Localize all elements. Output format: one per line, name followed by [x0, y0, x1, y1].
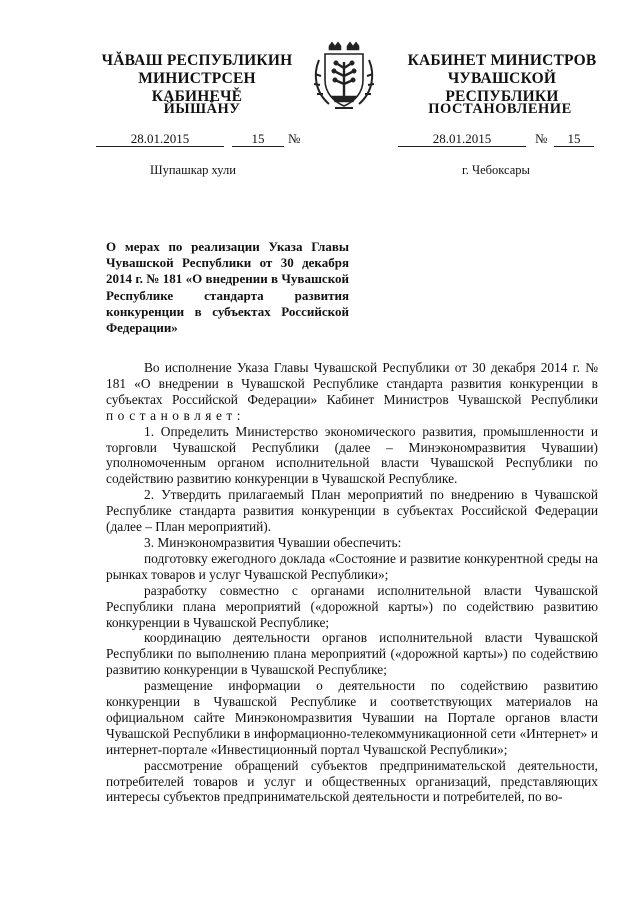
header-left-line1: ЧĂВАШ РЕСПУБЛИКИН [101, 52, 293, 69]
preamble-text: Во исполнение Указа Главы Чувашской Республики от 30 декабря 2014 г. № 181 «О внедрении в Чувашской Республике стандарта развития конкуренции в субъектах Российской Федерации» Кабинет Министров Чувашской Республики [106, 360, 598, 407]
coat-of-arms-emblem [305, 40, 383, 115]
left-number-sign: № [288, 131, 301, 146]
paragraph-2: 2. Утвердить прилагаемый План мероприятий по внедрению в Чувашской Республике стандарта развития конкуренции в субъектах Российской Федерации (далее – План мероприятий). [106, 487, 598, 535]
right-date-number-line [398, 131, 598, 147]
right-date: 28.01.2015 [398, 131, 526, 147]
right-place: г. Чебоксары [462, 163, 530, 177]
paragraph-1: 1. Определить Министерство экономического развития, промышленности и торговли Чувашской Республики (далее – Минэкономразвития Чувашии) уполномоченным органом исполнительной власти Чувашской Республики по содействию развитию конкуренции в Чувашской Республике. [106, 423, 598, 487]
paragraph-preamble [106, 360, 598, 424]
header-right-org [392, 52, 612, 106]
left-number: 15 [232, 131, 284, 147]
left-date-number-line [96, 131, 311, 147]
paragraph-3-item-report: подготовку ежегодного доклада «Состояние и развитие конкурентной среды на рынках товаров и услуг Чувашской Республики»; [106, 550, 598, 582]
right-number: 15 [554, 131, 594, 147]
right-number-sign: № [535, 131, 548, 146]
document-title: О мерах по реализации Указа Главы Чувашской Республики от 30 декабря 2014 г. № 181 «О внедрении в Чувашской Республике стандарта развития конкуренции в субъектах Российской Федерации» [106, 239, 349, 336]
paragraph-3-item-coordination: координацию деятельности органов исполнительной власти Чувашской Республики по выполнению плана мероприятий («дорожной карты») по содействию развитию конкуренции в Чувашской Республике; [106, 630, 598, 678]
paragraph-3-item-appeals: рассмотрение обращений субъектов предпринимательской деятельности, потребителей товаров и услуг и общественных организаций, представляющих интересы субъектов предпринимательской деятельности и потребителей, по во- [106, 757, 598, 805]
header-right-line2: ЧУВАШСКОЙ РЕСПУБЛИКИ [445, 70, 559, 105]
document-body [106, 360, 598, 805]
paragraph-3-item-roadmap: разработку совместно с органами исполнительной власти Чувашской Республики плана мероприятий («дорожной карты») по содействию развитию конкуренции в Чувашской Республике; [106, 582, 598, 630]
right-doc-type: ПОСТАНОВЛЕНИЕ [428, 101, 572, 117]
header-left-line2: МИНИСТРСЕН КАБИНЕЧĚ [138, 70, 256, 105]
preamble-decree-word: постановляет: [106, 407, 245, 423]
left-place: Шупашкар хули [150, 163, 236, 177]
paragraph-3-item-publication: размещение информации о деятельности по содействию развитию конкуренции в Чувашской Республике и соответствующих материалов на официальном сайте Минэкономразвития Чувашии на Портале органов власти Чувашской Республики в информационно-телекоммуникационной сети «Интернет» и интернет-портале «Инвестиционный портал Чувашской Республики»; [106, 678, 598, 757]
header-left-org [92, 52, 302, 106]
paragraph-3: 3. Минэкономразвития Чувашии обеспечить: [144, 534, 402, 550]
left-doc-type: ЙЫШĂНУ [163, 101, 241, 117]
header-right-line1: КАБИНЕТ МИНИСТРОВ [407, 52, 597, 69]
left-date: 28.01.2015 [96, 131, 224, 147]
